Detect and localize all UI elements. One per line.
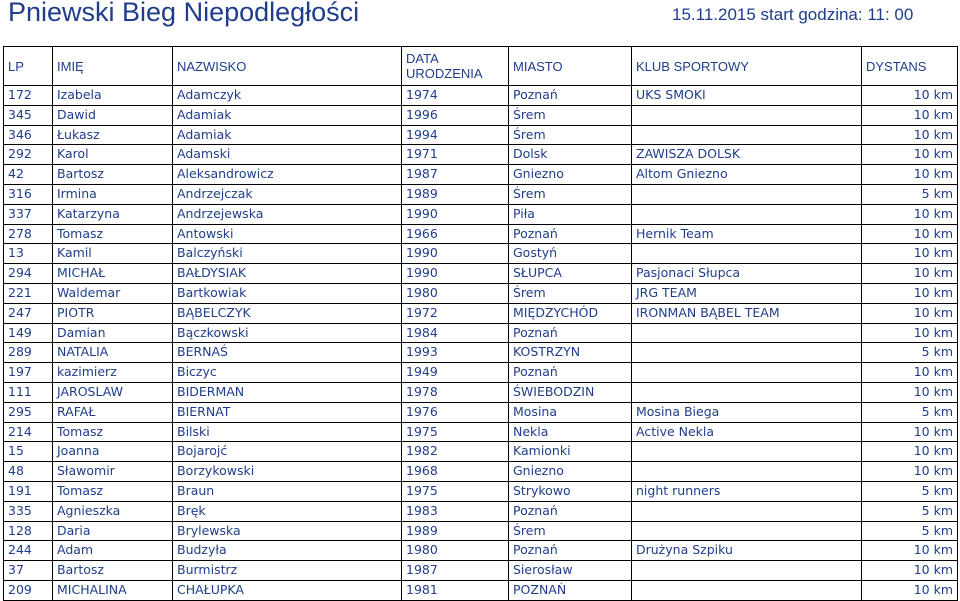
lp-cell: 42 <box>4 165 53 185</box>
table-row <box>4 303 958 323</box>
lp-cell: 295 <box>4 402 53 422</box>
lp-cell: 214 <box>4 422 53 442</box>
distance-cell: 10 km <box>862 264 958 284</box>
table-row <box>4 125 958 145</box>
lp-cell: 289 <box>4 343 53 363</box>
lp-cell: 191 <box>4 481 53 501</box>
club-cell: Hernik Team <box>632 224 862 244</box>
distance-cell: 10 km <box>862 541 958 561</box>
club-cell: Drużyna Szpiku <box>632 541 862 561</box>
lp-cell: 13 <box>4 244 53 264</box>
club-cell: JRG TEAM <box>632 283 862 303</box>
last-name-cell: BĄBELCZYK <box>173 303 402 323</box>
distance-cell: 10 km <box>862 323 958 343</box>
last-name-cell: BIDERMAN <box>173 382 402 402</box>
birth-year-cell: 1990 <box>402 204 509 224</box>
birth-year-cell: 1990 <box>402 264 509 284</box>
first-name-cell: PIOTR <box>53 303 173 323</box>
first-name-cell: Joanna <box>53 442 173 462</box>
title-row <box>0 0 960 34</box>
first-name-cell: Kamil <box>53 244 173 264</box>
last-name-cell: BIERNAT <box>173 402 402 422</box>
first-name-cell: JAROSLAW <box>53 382 173 402</box>
city-cell: KOSTRZYN <box>509 343 632 363</box>
lp-cell: 247 <box>4 303 53 323</box>
city-cell: Poznań <box>509 224 632 244</box>
distance-cell: 10 km <box>862 561 958 581</box>
birth-year-cell: 1975 <box>402 422 509 442</box>
lp-cell: 294 <box>4 264 53 284</box>
city-cell: Gniezno <box>509 462 632 482</box>
birth-year-cell: 1980 <box>402 541 509 561</box>
club-cell: Active Nekla <box>632 422 862 442</box>
lp-cell: 15 <box>4 442 53 462</box>
first-name-cell: MICHAŁ <box>53 264 173 284</box>
distance-cell: 10 km <box>862 105 958 125</box>
birth-year-cell: 1978 <box>402 382 509 402</box>
last-name-cell: Brylewska <box>173 521 402 541</box>
table-row <box>4 363 958 383</box>
city-cell: Śrem <box>509 105 632 125</box>
lp-cell: 172 <box>4 86 53 106</box>
city-cell: Nekla <box>509 422 632 442</box>
start-list-table <box>3 46 958 601</box>
table-row <box>4 521 958 541</box>
lp-cell: 337 <box>4 204 53 224</box>
lp-cell: 221 <box>4 283 53 303</box>
club-cell: Altom Gniezno <box>632 165 862 185</box>
birth-year-cell: 1981 <box>402 580 509 600</box>
last-name-cell: Adamczyk <box>173 86 402 106</box>
table-row <box>4 244 958 264</box>
table-row <box>4 323 958 343</box>
first-name-cell: Tomasz <box>53 422 173 442</box>
club-cell: UKS SMOKI <box>632 86 862 106</box>
last-name-cell: Bręk <box>173 501 402 521</box>
club-cell <box>632 442 862 462</box>
table-row <box>4 481 958 501</box>
lp-cell: 244 <box>4 541 53 561</box>
birth-year-cell: 1982 <box>402 442 509 462</box>
birth-year-cell: 1990 <box>402 244 509 264</box>
last-name-cell: Bartkowiak <box>173 283 402 303</box>
distance-cell: 5 km <box>862 521 958 541</box>
city-cell: SŁUPCA <box>509 264 632 284</box>
birth-year-cell: 1987 <box>402 165 509 185</box>
lp-cell: 111 <box>4 382 53 402</box>
city-cell: Śrem <box>509 125 632 145</box>
city-cell: Poznań <box>509 323 632 343</box>
last-name-cell: Andrzejczak <box>173 184 402 204</box>
table-row <box>4 204 958 224</box>
last-name-cell: Biczyc <box>173 363 402 383</box>
city-cell: Gostyń <box>509 244 632 264</box>
city-cell: Poznań <box>509 363 632 383</box>
club-cell: night runners <box>632 481 862 501</box>
birth-year-cell: 1994 <box>402 125 509 145</box>
last-name-cell: CHAŁUPKA <box>173 580 402 600</box>
table-row <box>4 462 958 482</box>
club-cell: ZAWISZA DOLSK <box>632 145 862 165</box>
club-cell: IRONMAN BĄBEL TEAM <box>632 303 862 323</box>
lp-cell: 209 <box>4 580 53 600</box>
last-name-cell: Andrzejewska <box>173 204 402 224</box>
column-header-first-name: IMIĘ <box>53 47 173 86</box>
first-name-cell: Daria <box>53 521 173 541</box>
first-name-cell: Irmina <box>53 184 173 204</box>
birth-year-cell: 1974 <box>402 86 509 106</box>
table-row <box>4 283 958 303</box>
club-cell <box>632 580 862 600</box>
distance-cell: 10 km <box>862 382 958 402</box>
distance-cell: 5 km <box>862 501 958 521</box>
city-cell: MIĘDZYCHÓD <box>509 303 632 323</box>
table-row <box>4 501 958 521</box>
first-name-cell: Izabela <box>53 86 173 106</box>
table-row <box>4 105 958 125</box>
distance-cell: 10 km <box>862 442 958 462</box>
birth-year-cell: 1989 <box>402 184 509 204</box>
first-name-cell: Tomasz <box>53 481 173 501</box>
lp-cell: 292 <box>4 145 53 165</box>
birth-year-cell: 1993 <box>402 343 509 363</box>
city-cell: Sierosław <box>509 561 632 581</box>
city-cell: Piła <box>509 204 632 224</box>
distance-cell: 5 km <box>862 402 958 422</box>
birth-year-cell: 1971 <box>402 145 509 165</box>
city-cell: Śrem <box>509 521 632 541</box>
lp-cell: 346 <box>4 125 53 145</box>
first-name-cell: NATALIA <box>53 343 173 363</box>
birth-year-cell: 1972 <box>402 303 509 323</box>
column-header-last-name: NAZWISKO <box>173 47 402 86</box>
distance-cell: 10 km <box>862 204 958 224</box>
birth-year-cell: 1989 <box>402 521 509 541</box>
start-info: 15.11.2015 start godzina: 11: 00 <box>672 5 914 24</box>
distance-cell: 10 km <box>862 363 958 383</box>
distance-cell: 5 km <box>862 184 958 204</box>
table-row <box>4 224 958 244</box>
table-row <box>4 145 958 165</box>
club-cell <box>632 382 862 402</box>
city-cell: Dolsk <box>509 145 632 165</box>
table-row <box>4 165 958 185</box>
club-cell <box>632 343 862 363</box>
first-name-cell: Damian <box>53 323 173 343</box>
table-row <box>4 580 958 600</box>
first-name-cell: Bartosz <box>53 561 173 581</box>
first-name-cell: RAFAŁ <box>53 402 173 422</box>
distance-cell: 10 km <box>862 224 958 244</box>
city-cell: Poznań <box>509 86 632 106</box>
first-name-cell: MICHALINA <box>53 580 173 600</box>
city-cell: Poznań <box>509 501 632 521</box>
club-cell <box>632 204 862 224</box>
first-name-cell: Waldemar <box>53 283 173 303</box>
club-cell <box>632 323 862 343</box>
lp-cell: 197 <box>4 363 53 383</box>
first-name-cell: Sławomir <box>53 462 173 482</box>
distance-cell: 10 km <box>862 125 958 145</box>
first-name-cell: Agnieszka <box>53 501 173 521</box>
page-title: Pniewski Bieg Niepodległości <box>8 0 360 27</box>
last-name-cell: BAŁDYSIAK <box>173 264 402 284</box>
club-cell <box>632 462 862 482</box>
club-cell <box>632 363 862 383</box>
distance-cell: 10 km <box>862 580 958 600</box>
first-name-cell: Adam <box>53 541 173 561</box>
lp-cell: 345 <box>4 105 53 125</box>
distance-cell: 10 km <box>862 86 958 106</box>
last-name-cell: Bączkowski <box>173 323 402 343</box>
birth-year-cell: 1980 <box>402 283 509 303</box>
last-name-cell: Adamski <box>173 145 402 165</box>
distance-cell: 10 km <box>862 283 958 303</box>
distance-cell: 10 km <box>862 462 958 482</box>
distance-cell: 5 km <box>862 343 958 363</box>
distance-cell: 10 km <box>862 145 958 165</box>
header-row <box>4 47 958 86</box>
lp-cell: 149 <box>4 323 53 343</box>
last-name-cell: Antowski <box>173 224 402 244</box>
club-cell <box>632 244 862 264</box>
first-name-cell: Katarzyna <box>53 204 173 224</box>
birth-year-cell: 1987 <box>402 561 509 581</box>
last-name-cell: Bojarojć <box>173 442 402 462</box>
birth-year-cell: 1983 <box>402 501 509 521</box>
last-name-cell: Adamiak <box>173 125 402 145</box>
lp-cell: 278 <box>4 224 53 244</box>
table-row <box>4 86 958 106</box>
club-cell <box>632 561 862 581</box>
birth-year-cell: 1975 <box>402 481 509 501</box>
last-name-cell: Bilski <box>173 422 402 442</box>
column-header-city: MIASTO <box>509 47 632 86</box>
birth-year-cell: 1949 <box>402 363 509 383</box>
column-header-distance: DYSTANS <box>862 47 958 86</box>
club-cell <box>632 521 862 541</box>
birth-year-cell: 1976 <box>402 402 509 422</box>
lp-cell: 37 <box>4 561 53 581</box>
lp-cell: 48 <box>4 462 53 482</box>
table-row <box>4 422 958 442</box>
birth-year-cell: 1968 <box>402 462 509 482</box>
club-cell: Pasjonaci Słupca <box>632 264 862 284</box>
club-cell <box>632 184 862 204</box>
distance-cell: 10 km <box>862 303 958 323</box>
club-cell <box>632 501 862 521</box>
column-header-lp: LP <box>4 47 53 86</box>
last-name-cell: Borzykowski <box>173 462 402 482</box>
table-body <box>4 86 958 601</box>
table-row <box>4 184 958 204</box>
city-cell: Strykowo <box>509 481 632 501</box>
table-row <box>4 442 958 462</box>
birth-year-cell: 1984 <box>402 323 509 343</box>
distance-cell: 5 km <box>862 481 958 501</box>
lp-cell: 316 <box>4 184 53 204</box>
distance-cell: 10 km <box>862 422 958 442</box>
city-cell: Gniezno <box>509 165 632 185</box>
first-name-cell: Bartosz <box>53 165 173 185</box>
first-name-cell: Dawid <box>53 105 173 125</box>
last-name-cell: Adamiak <box>173 105 402 125</box>
city-cell: Mosina <box>509 402 632 422</box>
first-name-cell: Karol <box>53 145 173 165</box>
club-cell: Mosina Biega <box>632 402 862 422</box>
table-row <box>4 264 958 284</box>
club-cell <box>632 125 862 145</box>
table-row <box>4 382 958 402</box>
city-cell: Kamionki <box>509 442 632 462</box>
first-name-cell: Łukasz <box>53 125 173 145</box>
last-name-cell: Aleksandrowicz <box>173 165 402 185</box>
column-header-birth-year: DATA URODZENIA <box>402 47 509 86</box>
last-name-cell: Budzyła <box>173 541 402 561</box>
distance-cell: 10 km <box>862 165 958 185</box>
lp-cell: 128 <box>4 521 53 541</box>
column-header-club: KLUB SPORTOWY <box>632 47 862 86</box>
city-cell: Poznań <box>509 541 632 561</box>
city-cell: Śrem <box>509 184 632 204</box>
table-row <box>4 343 958 363</box>
last-name-cell: Balczyński <box>173 244 402 264</box>
city-cell: ŚWIEBODZIN <box>509 382 632 402</box>
lp-cell: 335 <box>4 501 53 521</box>
city-cell: POZNAŃ <box>509 580 632 600</box>
table-row <box>4 561 958 581</box>
last-name-cell: BERNAŚ <box>173 343 402 363</box>
last-name-cell: Burmistrz <box>173 561 402 581</box>
city-cell: Śrem <box>509 283 632 303</box>
birth-year-cell: 1996 <box>402 105 509 125</box>
distance-cell: 10 km <box>862 244 958 264</box>
last-name-cell: Braun <box>173 481 402 501</box>
first-name-cell: Tomasz <box>53 224 173 244</box>
club-cell <box>632 105 862 125</box>
table-row <box>4 541 958 561</box>
birth-year-cell: 1966 <box>402 224 509 244</box>
table-row <box>4 402 958 422</box>
first-name-cell: kazimierz <box>53 363 173 383</box>
